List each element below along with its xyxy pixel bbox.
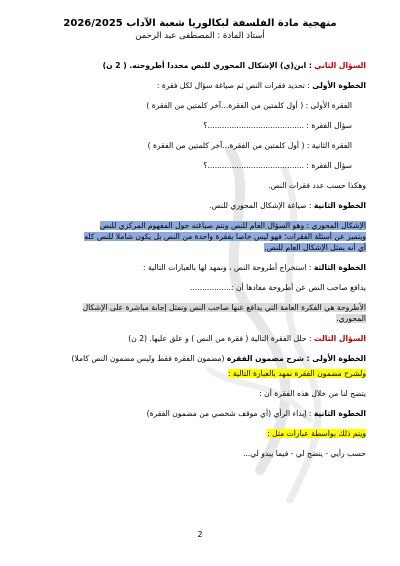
central-line-1: الإشكال المحوري : وهو السؤال العام للنص ونتم صياغته حول المفهوم المركزي للنص [99,221,366,230]
opinion-examples: حسب رأيي - يتضح لي - فيما يبدو لي... [242,449,366,458]
paragraph-1-question: سؤال الفقرة : ........................................؟ [203,121,352,130]
central-problem-definition [36,220,366,253]
step-1-text: : تحديد فقرات النص ثم صياغة سؤال لكل فقرة : [156,81,310,90]
explain-intro [36,368,366,379]
step-3-text: : استخراج أطروحة النص ، ونمهد لها بالعبارات التالية : [143,263,312,272]
q3-step-1-label: الخطوة الأولى : شرح مضمون الفقرة [226,354,366,363]
paragraph-2: الفقرة الثانية : ( أول كلمتين من الفقرة...آخر كلمتين من الفقرة ) [147,141,352,150]
central-line-3: أي أنه يمثل الإشكال العام للنص. [264,243,366,252]
step-3-label: الخطوة الثالثة [313,263,366,272]
question-3 [36,333,366,344]
step-2-text: : صياغة الإشكال المحوري للنص. [209,201,312,210]
header [0,18,400,41]
and-so-on: وهكذا حسب عدد فقرات النص. [268,181,366,190]
step-2 [36,200,366,211]
step-1-label: الخطوة الأولى [312,81,366,90]
q3-step-2-label: الخطوة الثانية [313,409,366,418]
thesis-line-1: الأطروحة هي الفكرة العامة التي يدافع عنها صاحب النص وتمثل إجابة مباشرة على الإشكال [82,303,366,312]
thesis-definition [36,302,366,324]
paragraph-1: الفقرة الأولى : ( أول كلمتين من الفقرة...آخر كلمتين من الفقرة ) [146,101,352,110]
content [36,60,366,468]
q3-step-1-text: (مضمون الفقرة فقط وليس مضمون النص كاملا) [71,354,225,363]
question-3-label: السؤال الثالث [313,334,366,343]
q3-step-2-text: : إبداء الرأي (أي موقف شخصي من مضمون الفقرة) [146,409,312,418]
step-1 [36,80,366,91]
paragraph-2-question: سؤال الفقرة : ........................................؟ [203,161,352,170]
defends-phrase: يدافع صاحب النص عن أطروحة مفادها أن :................. [190,283,366,292]
document-title: منهجية مادة الفلسفة لبكالوريا شعبة الآداب 2026/2025 [63,18,337,29]
step-2-label: الخطوة الثانية [313,201,366,210]
q3-step-1 [36,353,366,364]
clear-from-paragraph: يتضح لنا من خلال هذه الفقرة أن : [259,389,366,398]
question-2 [36,60,366,71]
question-2-label: السؤال الثاني [314,61,366,70]
central-line-2: ويتميز عن أسئلة الفقرات؛ فهو ليس خاصا بفقرة واحدة من النص بل يكون شاملا للنص كله [84,232,366,241]
teacher-name: أستاذ المادة : المصطفى عبد الرحمن [135,31,265,41]
explain-intro-text: ولشرح مضمون الفقرة نمهد بالعبارة التالية : [227,369,366,378]
thesis-line-2: المحوري. [336,314,366,323]
question-3-text: : حلل الفقرة التالية ( فقرة من النص ) و علق عليها. (2 ن) [128,334,312,343]
phrases-intro [36,428,366,439]
step-3 [36,262,366,273]
phrases-intro-text: ويتم ذلك بواسطة عبارات مثل : [267,429,366,438]
q3-step-2 [36,408,366,419]
page-number: 2 [197,530,203,539]
question-2-text: : ابن(ي) الإشكال المحوري للنص محددا أطروحته. ( 2 ن) [102,61,312,70]
